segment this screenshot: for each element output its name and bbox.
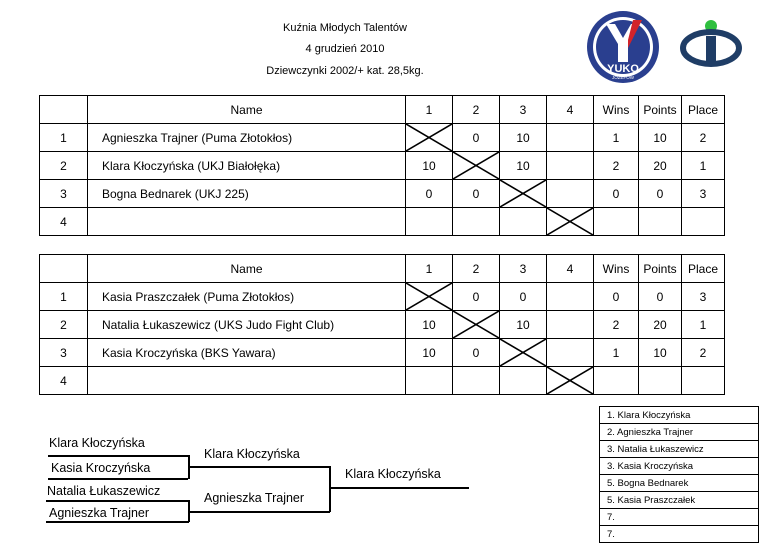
cell-number: 4 xyxy=(40,367,88,395)
table-row xyxy=(40,124,725,152)
cell-self-bout-cross xyxy=(547,367,594,395)
ranking-entry: 3. Natalia Łukaszewicz xyxy=(600,441,759,458)
cell-place: 2 xyxy=(682,339,725,367)
cell-bout-4 xyxy=(547,180,594,208)
cell-place xyxy=(682,208,725,236)
cell-place: 2 xyxy=(682,124,725,152)
header-bout-3: 3 xyxy=(500,255,547,283)
bracket-semi1-b: Kasia Kroczyńska xyxy=(51,461,151,475)
ranking-row xyxy=(600,441,759,458)
cell-bout-3 xyxy=(500,208,547,236)
header-bout-1: 1 xyxy=(406,96,453,124)
header-name: Name xyxy=(88,255,406,283)
table-row xyxy=(40,311,725,339)
event-title: Kuźnia Młodych Talentów xyxy=(283,22,407,34)
cell-points: 0 xyxy=(639,180,682,208)
cell-number: 1 xyxy=(40,124,88,152)
cell-bout-4 xyxy=(547,124,594,152)
cell-name: Natalia Łukaszewicz (UKS Judo Fight Club) xyxy=(88,311,406,339)
header-place: Place xyxy=(682,255,725,283)
cell-self-bout-cross xyxy=(453,311,500,339)
cell-name: Bogna Bednarek (UKJ 225) xyxy=(88,180,406,208)
cell-place: 3 xyxy=(682,180,725,208)
ranking-row xyxy=(600,458,759,475)
cell-points: 10 xyxy=(639,124,682,152)
ranking-entry: 5. Bogna Bednarek xyxy=(600,475,759,492)
header-number xyxy=(40,96,88,124)
ranking-entry: 7. xyxy=(600,509,759,526)
ranking-entry: 7. xyxy=(600,526,759,543)
table-row xyxy=(40,152,725,180)
i-logo xyxy=(680,18,742,68)
cell-bout-1 xyxy=(406,208,453,236)
cell-bout-3: 10 xyxy=(500,311,547,339)
cell-bout-1: 10 xyxy=(406,339,453,367)
cell-points xyxy=(639,208,682,236)
table-row xyxy=(40,367,725,395)
cell-place: 1 xyxy=(682,152,725,180)
cell-bout-4 xyxy=(547,311,594,339)
cell-wins: 2 xyxy=(594,152,639,180)
svg-text:YUKO: YUKO xyxy=(607,63,639,75)
cell-number: 3 xyxy=(40,339,88,367)
round-robin-table-1 xyxy=(39,95,725,236)
cell-bout-3: 10 xyxy=(500,124,547,152)
header-bout-4: 4 xyxy=(547,96,594,124)
cell-bout-1: 10 xyxy=(406,152,453,180)
header-name: Name xyxy=(88,96,406,124)
ranking-entry: 2. Agnieszka Trajner xyxy=(600,424,759,441)
cell-self-bout-cross xyxy=(547,208,594,236)
cell-self-bout-cross xyxy=(500,339,547,367)
cell-bout-1: 0 xyxy=(406,180,453,208)
cell-bout-3: 0 xyxy=(500,283,547,311)
header-number xyxy=(40,255,88,283)
cell-wins: 2 xyxy=(594,311,639,339)
cell-number: 4 xyxy=(40,208,88,236)
cell-self-bout-cross xyxy=(500,180,547,208)
cell-name: Kasia Praszczałek (Puma Złotokłos) xyxy=(88,283,406,311)
header-points: Points xyxy=(639,255,682,283)
cell-bout-3 xyxy=(500,367,547,395)
yuko-logo xyxy=(584,10,662,84)
cell-bout-4 xyxy=(547,339,594,367)
ranking-row xyxy=(600,424,759,441)
svg-text:JÓZEFÓW: JÓZEFÓW xyxy=(612,75,634,80)
cell-points xyxy=(639,367,682,395)
cell-bout-2: 0 xyxy=(453,180,500,208)
bracket-final-a: Klara Kłoczyńska xyxy=(204,447,300,461)
round-robin-table-2 xyxy=(39,254,725,395)
cell-wins: 0 xyxy=(594,283,639,311)
bracket-semi2-a: Natalia Łukaszewicz xyxy=(47,484,161,498)
cell-self-bout-cross xyxy=(406,283,453,311)
bracket-semi1-a: Klara Kłoczyńska xyxy=(49,436,145,450)
cell-name: Klara Kłoczyńska (UKJ Białołęka) xyxy=(88,152,406,180)
cell-place: 1 xyxy=(682,311,725,339)
cell-bout-1: 10 xyxy=(406,311,453,339)
header-bout-1: 1 xyxy=(406,255,453,283)
table-row xyxy=(40,339,725,367)
header-bout-3: 3 xyxy=(500,96,547,124)
header-wins: Wins xyxy=(594,255,639,283)
event-category: Dziewczynki 2002/+ kat. 28,5kg. xyxy=(266,65,424,77)
cell-number: 1 xyxy=(40,283,88,311)
cell-name: Agnieszka Trajner (Puma Złotokłos) xyxy=(88,124,406,152)
ranking-entry: 1. Klara Kłoczyńska xyxy=(600,407,759,424)
cell-wins: 0 xyxy=(594,180,639,208)
cell-self-bout-cross xyxy=(453,152,500,180)
final-ranking xyxy=(599,406,759,543)
cell-wins: 1 xyxy=(594,339,639,367)
cell-bout-1 xyxy=(406,367,453,395)
cell-bout-2 xyxy=(453,367,500,395)
cell-number: 2 xyxy=(40,311,88,339)
cell-bout-3: 10 xyxy=(500,152,547,180)
bracket-winner: Klara Kłoczyńska xyxy=(345,467,441,481)
cell-bout-2: 0 xyxy=(453,124,500,152)
table-row xyxy=(40,180,725,208)
cell-name xyxy=(88,367,406,395)
bracket-semi2-b: Agnieszka Trajner xyxy=(49,506,150,520)
cell-bout-2: 0 xyxy=(453,283,500,311)
cell-bout-2 xyxy=(453,208,500,236)
cell-points: 0 xyxy=(639,283,682,311)
header-bout-2: 2 xyxy=(453,96,500,124)
bracket-final-b: Agnieszka Trajner xyxy=(204,491,305,505)
header-points: Points xyxy=(639,96,682,124)
cell-self-bout-cross xyxy=(406,124,453,152)
ranking-entry: 3. Kasia Kroczyńska xyxy=(600,458,759,475)
table-header-row xyxy=(40,255,725,283)
ranking-row xyxy=(600,509,759,526)
ranking-row xyxy=(600,492,759,509)
cell-points: 20 xyxy=(639,152,682,180)
ranking-row xyxy=(600,526,759,543)
header-bout-2: 2 xyxy=(453,255,500,283)
cell-bout-4 xyxy=(547,152,594,180)
cell-points: 20 xyxy=(639,311,682,339)
table-row xyxy=(40,283,725,311)
cell-wins: 1 xyxy=(594,124,639,152)
cell-points: 10 xyxy=(639,339,682,367)
cell-number: 2 xyxy=(40,152,88,180)
ranking-row xyxy=(600,407,759,424)
cell-bout-4 xyxy=(547,283,594,311)
cell-place xyxy=(682,367,725,395)
cell-name: Kasia Kroczyńska (BKS Yawara) xyxy=(88,339,406,367)
table-row xyxy=(40,208,725,236)
ranking-row xyxy=(600,475,759,492)
cell-number: 3 xyxy=(40,180,88,208)
cell-wins xyxy=(594,367,639,395)
cell-wins xyxy=(594,208,639,236)
cell-name xyxy=(88,208,406,236)
event-date: 4 grudzień 2010 xyxy=(305,43,385,55)
ranking-entry: 5. Kasia Praszczałek xyxy=(600,492,759,509)
header-place: Place xyxy=(682,96,725,124)
table-header-row xyxy=(40,96,725,124)
header-wins: Wins xyxy=(594,96,639,124)
cell-bout-2: 0 xyxy=(453,339,500,367)
cell-place: 3 xyxy=(682,283,725,311)
header-bout-4: 4 xyxy=(547,255,594,283)
